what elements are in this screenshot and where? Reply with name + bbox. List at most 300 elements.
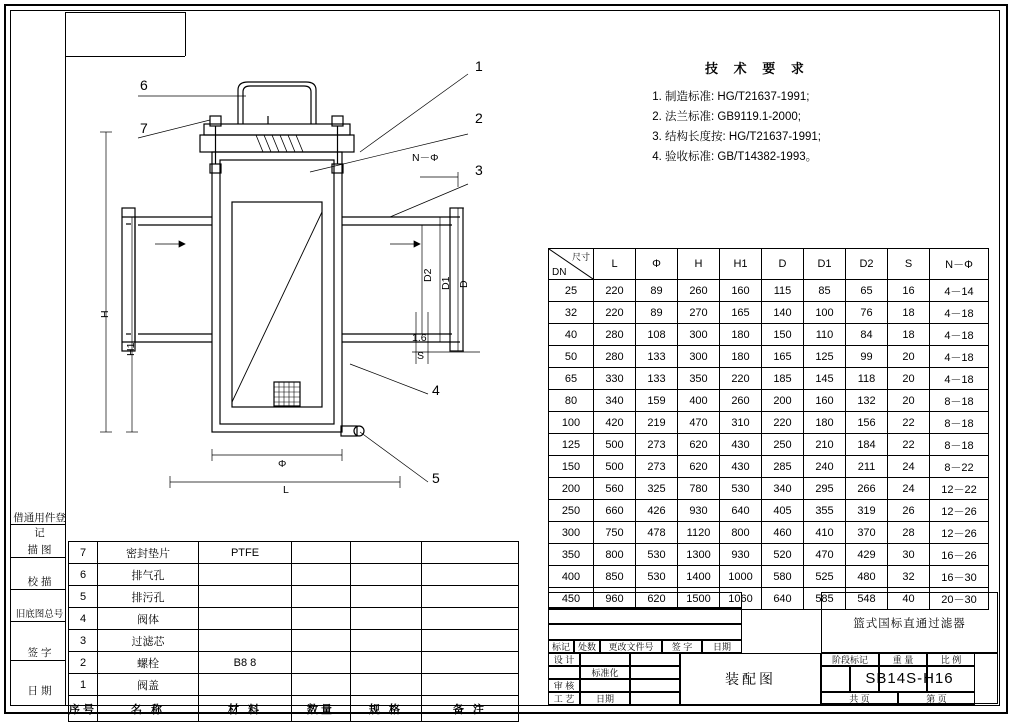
- technical-requirements-list: [649, 87, 975, 167]
- spec-cell: 145: [804, 368, 846, 390]
- parts-cell-material: [199, 630, 292, 652]
- parts-cell-material: [199, 674, 292, 696]
- spec-cell: 65: [846, 280, 888, 302]
- spec-cell: 180: [804, 412, 846, 434]
- spec-cell: 240: [804, 456, 846, 478]
- spec-cell: 350: [678, 368, 720, 390]
- callout-2: 2: [475, 110, 483, 126]
- spec-cell: 180: [720, 324, 762, 346]
- parts-cell-qty: [292, 586, 351, 608]
- design-sign-cell: [580, 653, 630, 666]
- spec-cell-dn: 100: [549, 412, 594, 434]
- tech-item-2: 2. 法兰标准: GB9119.1-2000;: [665, 107, 975, 127]
- spec-cell: 470: [678, 412, 720, 434]
- spec-cell: 20: [888, 346, 930, 368]
- dim-L: L: [283, 484, 289, 496]
- gasket-hatch: [256, 135, 303, 152]
- spec-header-H: H: [678, 249, 720, 280]
- drain-port: [341, 426, 357, 436]
- spec-cell: 30: [888, 544, 930, 566]
- spec-cell-dn: 125: [549, 434, 594, 456]
- review-label: 审 核: [548, 679, 580, 692]
- spec-cell: 480: [846, 566, 888, 588]
- spec-cell: 211: [846, 456, 888, 478]
- spec-cell: 84: [846, 324, 888, 346]
- spec-cell: 160: [720, 280, 762, 302]
- spec-cell: 273: [636, 456, 678, 478]
- dim-H1: H1: [125, 342, 137, 356]
- parts-cell-name: 螺栓: [98, 652, 199, 674]
- review-sign-cell: [580, 679, 630, 692]
- spec-cell: 319: [846, 500, 888, 522]
- spec-cell-dn: 80: [549, 390, 594, 412]
- spec-cell: 108: [636, 324, 678, 346]
- table-row: [69, 674, 519, 696]
- spec-cell: 280: [594, 324, 636, 346]
- filter-basket: [232, 202, 322, 407]
- spec-cell: 620: [678, 434, 720, 456]
- spec-cell: 960: [594, 588, 636, 610]
- spec-cell: 16－30: [930, 566, 989, 588]
- drain-valve: [354, 426, 364, 436]
- spec-cell: 405: [762, 500, 804, 522]
- process-date-label: 日期: [580, 692, 630, 705]
- spec-header-H1: H1: [720, 249, 762, 280]
- parts-cell-no: 1: [69, 674, 98, 696]
- spec-cell: 370: [846, 522, 888, 544]
- spec-cell: 266: [846, 478, 888, 500]
- parts-header-qty: 数量: [292, 696, 351, 722]
- technical-requirements-title: 技 术 要 求: [705, 61, 810, 76]
- spec-cell: 165: [720, 302, 762, 324]
- rev-header-mark: 标记: [548, 640, 574, 653]
- spec-cell: 4－18: [930, 346, 989, 368]
- parts-cell-qty: [292, 674, 351, 696]
- spec-cell: 133: [636, 368, 678, 390]
- dim-nphi: N－Φ: [412, 152, 439, 164]
- spec-table-body: [549, 280, 989, 610]
- spec-cell: 270: [678, 302, 720, 324]
- spec-cell: 260: [720, 390, 762, 412]
- parts-header-name: 名 称: [98, 696, 199, 722]
- spec-header-D1: D1: [804, 249, 846, 280]
- spec-cell: 22: [888, 434, 930, 456]
- spec-cell: 18: [888, 324, 930, 346]
- spec-cell: 12－22: [930, 478, 989, 500]
- rev-header-sign: 签 字: [662, 640, 702, 653]
- stub-divider-2: [11, 589, 65, 590]
- inlet-flange: [122, 208, 135, 351]
- spec-cell: 325: [636, 478, 678, 500]
- parts-cell-remark: [422, 586, 519, 608]
- spec-cell: 12－26: [930, 500, 989, 522]
- drawing-name: 装配图: [680, 653, 821, 705]
- spec-cell: 1060: [720, 588, 762, 610]
- parts-list-table: [68, 541, 519, 722]
- spec-row: [549, 478, 989, 500]
- spec-cell: 4－14: [930, 280, 989, 302]
- process-date-cell: [630, 692, 680, 705]
- parts-header-no: 序号: [69, 696, 98, 722]
- spec-cell: 310: [720, 412, 762, 434]
- spec-cell: 560: [594, 478, 636, 500]
- spec-cell: 355: [804, 500, 846, 522]
- scale-label: 比 例: [927, 653, 975, 666]
- spec-cell: 273: [636, 434, 678, 456]
- spec-cell: 180: [720, 346, 762, 368]
- spec-cell: 89: [636, 302, 678, 324]
- spec-cell: 220: [762, 412, 804, 434]
- lifting-handle-inner: [243, 86, 311, 124]
- parts-cell-remark: [422, 674, 519, 696]
- parts-cell-qty: [292, 652, 351, 674]
- dim-D: D: [458, 280, 470, 288]
- spec-corner-cell: [549, 249, 594, 280]
- spec-cell: 285: [762, 456, 804, 478]
- spec-row: [549, 522, 989, 544]
- parts-cell-material: PTFE: [199, 542, 292, 564]
- stub-label-1: 描 图: [27, 544, 52, 556]
- parts-cell-no: 5: [69, 586, 98, 608]
- spec-cell: 115: [762, 280, 804, 302]
- spec-header-D2: D2: [846, 249, 888, 280]
- spec-cell: 930: [720, 544, 762, 566]
- spec-row: [549, 456, 989, 478]
- dim-s-val: 1.6: [412, 332, 427, 344]
- spec-cell: 260: [678, 280, 720, 302]
- std-value-cell: [630, 666, 680, 679]
- spec-cell: 110: [804, 324, 846, 346]
- dim-s: S: [417, 350, 425, 362]
- table-row: [69, 586, 519, 608]
- parts-list-body: [69, 542, 519, 696]
- design2-label: [548, 666, 580, 679]
- spec-cell: 160: [804, 390, 846, 412]
- parts-cell-spec: [351, 542, 422, 564]
- vessel-inner-wall: [220, 160, 334, 424]
- spec-cell: 20: [888, 390, 930, 412]
- spec-cell: 930: [678, 500, 720, 522]
- parts-cell-qty: [292, 608, 351, 630]
- parts-cell-material: [199, 586, 292, 608]
- spec-cell: 548: [846, 588, 888, 610]
- spec-cell: 1300: [678, 544, 720, 566]
- spec-cell: 1000: [720, 566, 762, 588]
- spec-cell: 125: [804, 346, 846, 368]
- rev-blank-row-2: [548, 608, 742, 624]
- parts-cell-remark: [422, 542, 519, 564]
- spec-header-Phi: Φ: [636, 249, 678, 280]
- spec-cell: 400: [678, 390, 720, 412]
- spec-header-D: D: [762, 249, 804, 280]
- stub-label-5: 日 期: [27, 685, 52, 697]
- spec-cell: 640: [720, 500, 762, 522]
- stub-label-3: 旧底图总号: [15, 609, 64, 620]
- parts-cell-remark: [422, 652, 519, 674]
- parts-cell-name: 排污孔: [98, 586, 199, 608]
- spec-cell: 8－18: [930, 390, 989, 412]
- sheet-total: 共 页: [821, 692, 898, 705]
- table-row: [69, 542, 519, 564]
- spec-cell-dn: 50: [549, 346, 594, 368]
- spec-cell: 200: [762, 390, 804, 412]
- spec-cell: 100: [804, 302, 846, 324]
- spec-cell: 520: [762, 544, 804, 566]
- spec-cell: 184: [846, 434, 888, 456]
- stub-label-0: 借通用件登记: [13, 512, 66, 539]
- spec-cell: 585: [804, 588, 846, 610]
- spec-cell: 530: [636, 544, 678, 566]
- rev-blank-row-3: [548, 624, 742, 640]
- dim-phi: Φ: [278, 458, 287, 470]
- product-code: SB14S-H16: [821, 653, 998, 704]
- spec-cell: 118: [846, 368, 888, 390]
- specification-table: [548, 248, 989, 610]
- spec-row: [549, 544, 989, 566]
- parts-cell-no: 7: [69, 542, 98, 564]
- stub-label-2: 校 描: [27, 576, 52, 588]
- spec-cell: 40: [888, 588, 930, 610]
- callout-5: 5: [432, 470, 440, 486]
- design-date-cell: [630, 653, 680, 666]
- spec-cell: 410: [804, 522, 846, 544]
- spec-cell: 800: [594, 544, 636, 566]
- spec-cell: 470: [804, 544, 846, 566]
- spec-cell: 660: [594, 500, 636, 522]
- spec-cell: 8－18: [930, 434, 989, 456]
- spec-cell: 780: [678, 478, 720, 500]
- process-label: 工 艺: [548, 692, 580, 705]
- spec-cell: 4－18: [930, 302, 989, 324]
- parts-cell-name: 阀体: [98, 608, 199, 630]
- parts-header-remark: 备 注: [422, 696, 519, 722]
- spec-cell: 850: [594, 566, 636, 588]
- spec-header-row: [549, 249, 989, 280]
- spec-cell: 640: [762, 588, 804, 610]
- spec-cell-dn: 25: [549, 280, 594, 302]
- spec-cell-dn: 150: [549, 456, 594, 478]
- parts-cell-name: 排气孔: [98, 564, 199, 586]
- spec-corner-top: 尺寸: [571, 252, 590, 262]
- cover-plate: [204, 124, 350, 135]
- spec-row: [549, 368, 989, 390]
- spec-row: [549, 390, 989, 412]
- spec-cell: 32: [888, 566, 930, 588]
- spec-cell-dn: 40: [549, 324, 594, 346]
- design-label: 设 计: [548, 653, 580, 666]
- spec-cell: 20: [888, 368, 930, 390]
- spec-cell: 89: [636, 280, 678, 302]
- callout-6: 6: [140, 77, 148, 93]
- parts-cell-qty: [292, 564, 351, 586]
- spec-cell: 219: [636, 412, 678, 434]
- dim-D1: D1: [440, 276, 452, 290]
- spec-row: [549, 346, 989, 368]
- parts-list-header-row: [69, 696, 519, 722]
- parts-cell-remark: [422, 564, 519, 586]
- parts-cell-no: 2: [69, 652, 98, 674]
- stub-divider-4: [11, 660, 65, 661]
- spec-cell: 500: [594, 434, 636, 456]
- spec-cell: 4－18: [930, 368, 989, 390]
- spec-row: [549, 566, 989, 588]
- spec-cell: 16－26: [930, 544, 989, 566]
- spec-cell: 220: [594, 280, 636, 302]
- spec-header-S: S: [888, 249, 930, 280]
- spec-cell: 300: [678, 346, 720, 368]
- spec-cell: 220: [720, 368, 762, 390]
- table-row: [69, 564, 519, 586]
- table-row: [69, 608, 519, 630]
- spec-cell: 620: [636, 588, 678, 610]
- spec-cell: 156: [846, 412, 888, 434]
- sheet-current: 第 页: [898, 692, 975, 705]
- spec-cell: 800: [720, 522, 762, 544]
- parts-cell-spec: [351, 674, 422, 696]
- technical-requirements: [645, 58, 975, 167]
- parts-cell-remark: [422, 608, 519, 630]
- spec-cell: 99: [846, 346, 888, 368]
- cover-flange: [200, 135, 354, 152]
- stage-mark-label: 阶段标记: [821, 653, 879, 666]
- parts-cell-name: 阀盖: [98, 674, 199, 696]
- std-label: 标准化: [580, 666, 630, 679]
- spec-cell: 76: [846, 302, 888, 324]
- stub-divider-1: [11, 557, 65, 558]
- parts-cell-spec: [351, 652, 422, 674]
- parts-header-material: 材 料: [199, 696, 292, 722]
- spec-row: [549, 434, 989, 456]
- spec-cell: 210: [804, 434, 846, 456]
- spec-cell: 24: [888, 456, 930, 478]
- table-row: [69, 630, 519, 652]
- spec-row: [549, 500, 989, 522]
- spec-cell: 140: [762, 302, 804, 324]
- tech-item-3: 3. 结构长度按: HG/T21637-1991;: [665, 127, 975, 147]
- stub-label-4: 签 字: [27, 647, 52, 659]
- callout-3: 3: [475, 162, 483, 178]
- parts-cell-qty: [292, 630, 351, 652]
- parts-header-spec: 规 格: [351, 696, 422, 722]
- spec-cell: 429: [846, 544, 888, 566]
- spec-row: [549, 302, 989, 324]
- spec-cell: 430: [720, 456, 762, 478]
- internal-diagonal: [232, 212, 322, 402]
- spec-cell: 500: [594, 456, 636, 478]
- spec-row: [549, 412, 989, 434]
- dim-D2: D2: [422, 268, 434, 282]
- table-row: [69, 652, 519, 674]
- spec-cell-dn: 65: [549, 368, 594, 390]
- spec-cell: 300: [678, 324, 720, 346]
- filter-assembly-drawing: [60, 12, 540, 532]
- spec-row: [549, 324, 989, 346]
- spec-header-NPhi: N－Φ: [930, 249, 989, 280]
- spec-cell: 340: [762, 478, 804, 500]
- parts-cell-remark: [422, 630, 519, 652]
- spec-cell: 280: [594, 346, 636, 368]
- parts-cell-no: 3: [69, 630, 98, 652]
- spec-cell: 1500: [678, 588, 720, 610]
- spec-cell: 159: [636, 390, 678, 412]
- weight-label: 重 量: [879, 653, 927, 666]
- spec-cell: 24: [888, 478, 930, 500]
- parts-cell-name: 密封垫片: [98, 542, 199, 564]
- spec-cell: 460: [762, 522, 804, 544]
- spec-cell: 8－22: [930, 456, 989, 478]
- spec-cell: 20－30: [930, 588, 989, 610]
- callout-7: 7: [140, 120, 148, 136]
- spec-cell: 426: [636, 500, 678, 522]
- mesh-detail: [274, 382, 300, 406]
- spec-corner-bottom: DN: [552, 267, 567, 278]
- mesh-hatch: [274, 382, 300, 406]
- spec-cell-dn: 400: [549, 566, 594, 588]
- spec-cell: 26: [888, 500, 930, 522]
- spec-cell: 165: [762, 346, 804, 368]
- spec-cell: 330: [594, 368, 636, 390]
- product-name: 篮式国标直通过滤器: [821, 592, 998, 653]
- tech-item-1: 1. 制造标准: HG/T21637-1991;: [665, 87, 975, 107]
- lifting-handle: [238, 82, 316, 124]
- spec-cell: 150: [762, 324, 804, 346]
- rev-header-count: 处数: [574, 640, 600, 653]
- spec-cell: 580: [762, 566, 804, 588]
- spec-cell: 620: [678, 456, 720, 478]
- callout-1: 1: [475, 58, 483, 74]
- spec-cell: 340: [594, 390, 636, 412]
- rev-blank-row-1: [548, 592, 742, 608]
- spec-cell-dn: 250: [549, 500, 594, 522]
- spec-cell: 132: [846, 390, 888, 412]
- spec-cell: 4－18: [930, 324, 989, 346]
- spec-cell: 750: [594, 522, 636, 544]
- spec-cell: 250: [762, 434, 804, 456]
- spec-cell: 295: [804, 478, 846, 500]
- spec-cell: 530: [636, 566, 678, 588]
- spec-cell: 420: [594, 412, 636, 434]
- parts-cell-no: 6: [69, 564, 98, 586]
- parts-cell-qty: [292, 542, 351, 564]
- parts-cell-spec: [351, 586, 422, 608]
- spec-cell: 1400: [678, 566, 720, 588]
- spec-cell-dn: 200: [549, 478, 594, 500]
- spec-cell-dn: 300: [549, 522, 594, 544]
- parts-cell-material: B8 8: [199, 652, 292, 674]
- parts-cell-spec: [351, 564, 422, 586]
- spec-cell: 8－18: [930, 412, 989, 434]
- spec-cell: 16: [888, 280, 930, 302]
- spec-cell-dn: 32: [549, 302, 594, 324]
- spec-cell-dn: 450: [549, 588, 594, 610]
- stub-divider-0: [11, 524, 65, 525]
- spec-cell: 12－26: [930, 522, 989, 544]
- parts-cell-material: [199, 608, 292, 630]
- spec-cell-dn: 350: [549, 544, 594, 566]
- tech-item-4: 4. 验收标准: GB/T14382-1993。: [665, 147, 975, 167]
- rev-header-docno: 更改文件号: [600, 640, 662, 653]
- parts-cell-no: 4: [69, 608, 98, 630]
- parts-cell-spec: [351, 630, 422, 652]
- spec-cell: 133: [636, 346, 678, 368]
- rev-header-date: 日期: [702, 640, 742, 653]
- spec-cell: 18: [888, 302, 930, 324]
- spec-cell: 85: [804, 280, 846, 302]
- review-date-cell: [630, 679, 680, 692]
- spec-header-L: L: [594, 249, 636, 280]
- parts-cell-spec: [351, 608, 422, 630]
- parts-cell-material: [199, 564, 292, 586]
